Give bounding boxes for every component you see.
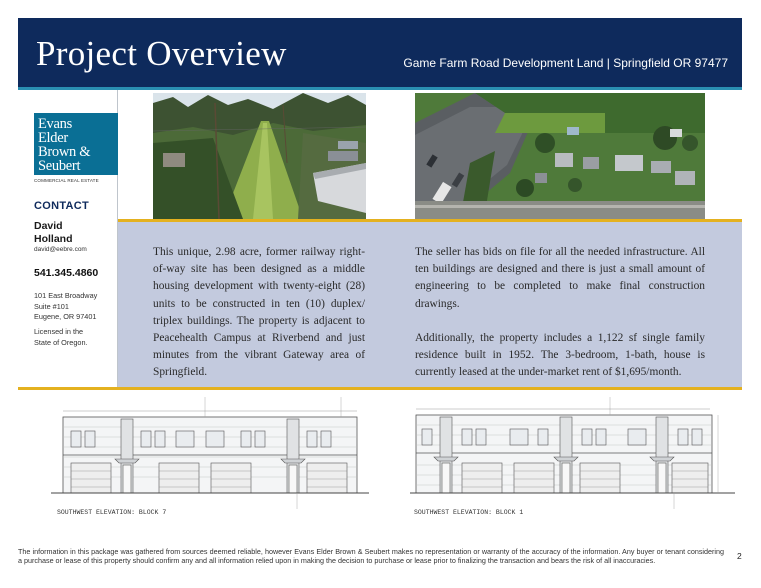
contact-email[interactable]: david@eebre.com (34, 246, 87, 253)
contact-heading: CONTACT (34, 200, 90, 212)
contact-phone[interactable]: 541.345.4860 (34, 267, 99, 279)
disclaimer: The information in this package was gathered from sources deemed reliable, however Evans Elder Brown & Seubert makes no representation or warranty of the accuracy of the information. Any buyer or tenant considering a purchase or lease of this property should confirm any and all information relied upon in making the decision to purchase or lease prior to finalizing the transaction and bears the risk of all inaccuracies. (18, 547, 724, 566)
header-rule (18, 87, 742, 90)
header-banner (18, 18, 742, 87)
logo-line: Seubert (38, 158, 81, 174)
logo-tagline: COMMERCIAL REAL ESTATE (34, 178, 99, 183)
residence-paragraph: Additionally, the property includes a 1,122 sf single family residence built in 1952. The 3-bedroom, 1-bath, house is currently leased at the under-market rent of $1,695/month. (415, 332, 705, 379)
address-line: Suite #101 (34, 301, 69, 311)
drawing-caption: SOUTHWEST ELEVATION: BLOCK 1 (414, 509, 524, 516)
page-title: Project Overview (36, 34, 287, 73)
company-logo (34, 113, 118, 175)
rail-corridor-photo (153, 93, 366, 219)
page-number: 2 (737, 551, 742, 561)
elevation-drawing-block-1 (410, 397, 735, 519)
logo-line: Brown & (38, 144, 91, 160)
license-line: State of Oregon. (34, 337, 88, 347)
contact-last-name: Holland (34, 232, 73, 245)
property-subtitle: Game Farm Road Development Land | Springfield OR 97477 (403, 56, 728, 70)
logo-line: Elder (38, 130, 68, 146)
site-description: This unique, 2.98 acre, former railway right-of-way site has been designed as a middle housing development with twenty-eight (28) units to be constructed in ten (10) duplex/ triplex buildings. The property is adjacent to Peacehealth Campus at Riverbend and just minutes from the vibrant Gateway area of Springfield. (153, 246, 365, 379)
infrastructure-description (415, 244, 705, 382)
license-line: Licensed in the (34, 327, 84, 336)
license-note (34, 327, 88, 348)
address-line: 101 East Broadway (34, 291, 98, 300)
contact-sidebar (18, 90, 118, 387)
aerial-site-photo (415, 93, 705, 219)
contact-name (34, 220, 73, 245)
gold-divider-bottom (18, 387, 742, 390)
infrastructure-paragraph: The seller has bids on file for all the needed infrastructure. All ten buildings are designed and there is just a small amount of engineering to be completed to make final construction drawings. (415, 246, 705, 310)
contact-first-name: David (34, 220, 63, 232)
elevation-drawing-block-7 (51, 397, 369, 519)
logo-line: Evans (38, 116, 72, 132)
drawing-caption: SOUTHWEST ELEVATION: BLOCK 7 (57, 509, 167, 516)
address-line: Eugene, OR 97401 (34, 312, 97, 321)
contact-address (34, 291, 97, 323)
